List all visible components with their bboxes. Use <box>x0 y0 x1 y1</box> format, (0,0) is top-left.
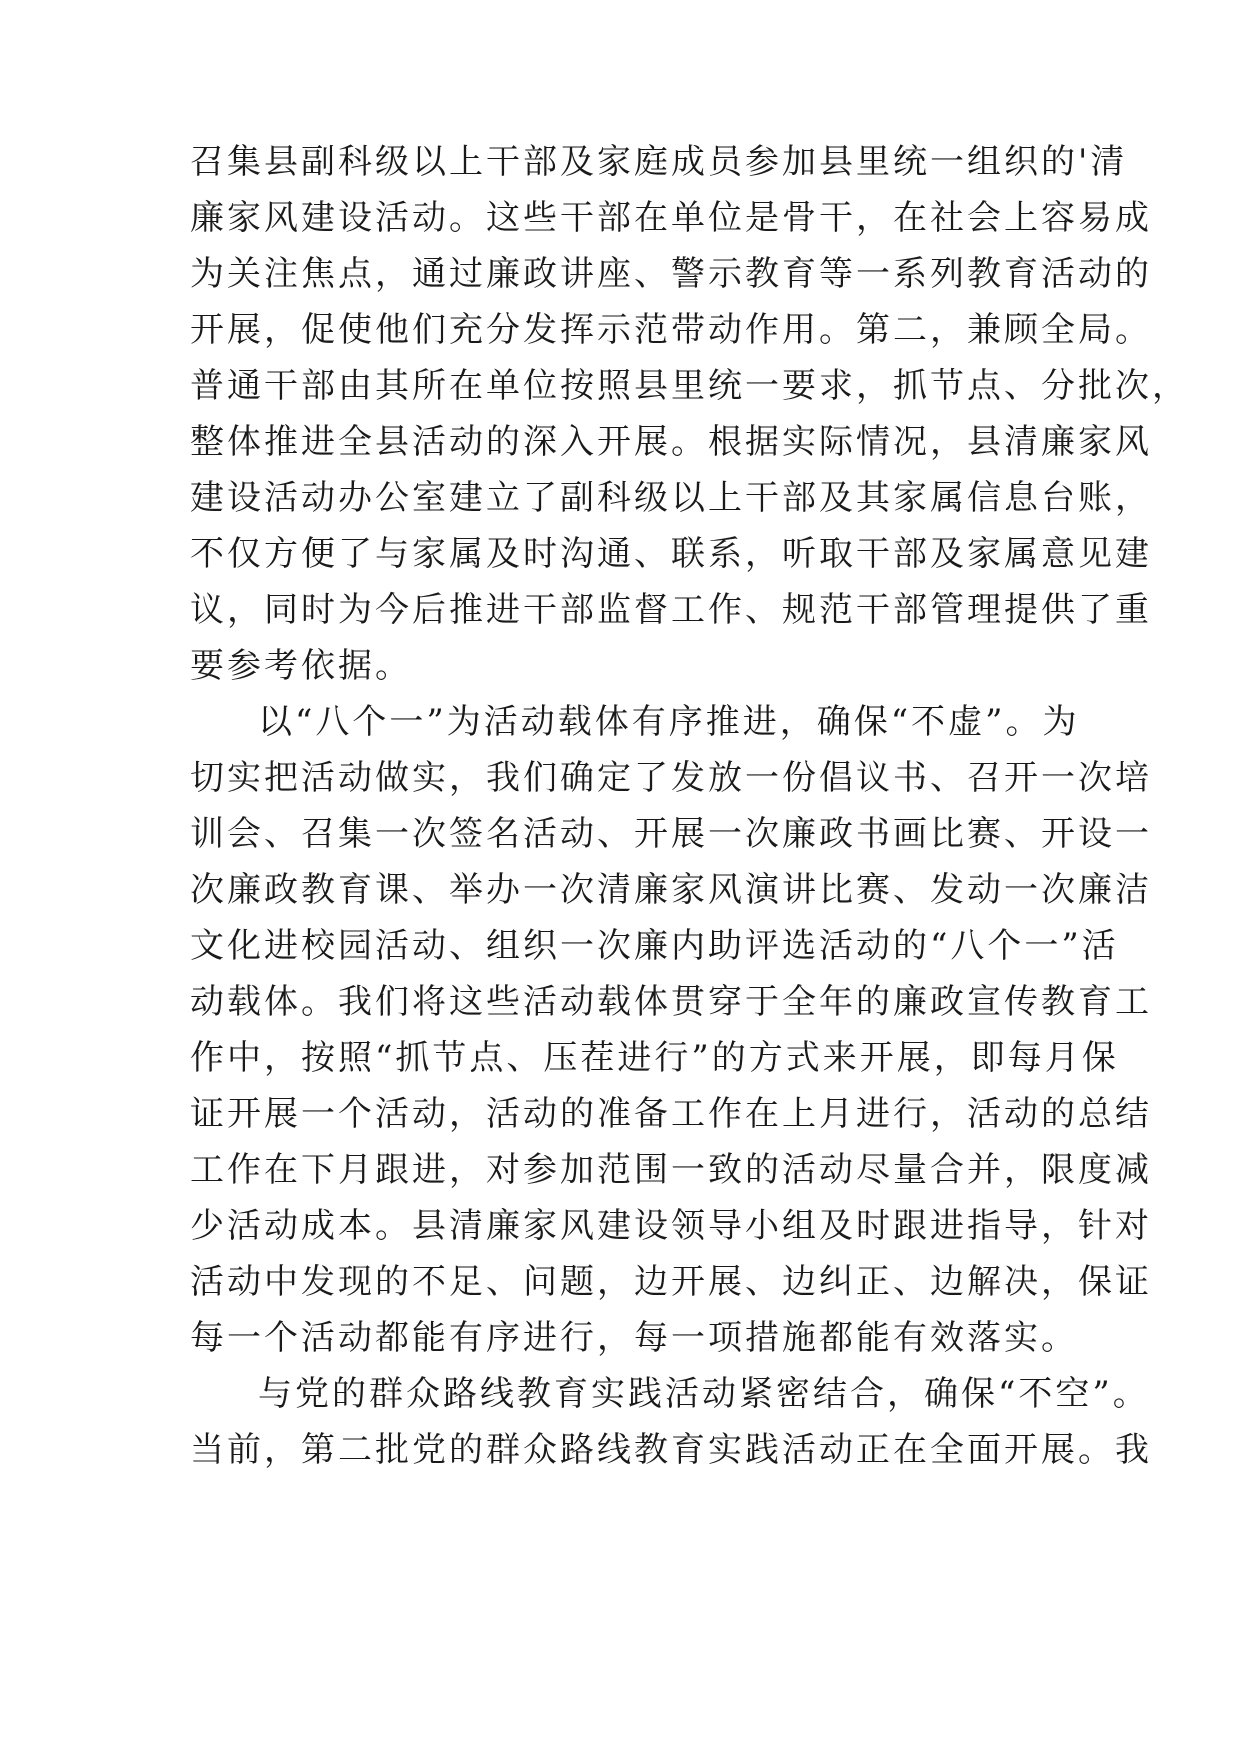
text-line: 工作在下月跟进，对参加范围一致的活动尽量合并，限度减 <box>190 1150 1152 1190</box>
text-line: 文化进校园活动、组织一次廉内助评选活动的“八个一”活 <box>190 926 1119 966</box>
text-line: 议，同时为今后推进干部监督工作、规范干部管理提供了重 <box>190 590 1152 630</box>
text-line: 训会、召集一次签名活动、开展一次廉政书画比赛、开设一 <box>190 814 1152 854</box>
text-line: 普通干部由其所在单位按照县里统一要求，抓节点、分批次， <box>190 366 1189 406</box>
text-line: 少活动成本。县清廉家风建设领导小组及时跟进指导，针对 <box>190 1206 1152 1246</box>
text-line: 为关注焦点，通过廉政讲座、警示教育等一系列教育活动的 <box>190 254 1152 294</box>
text-line: 召集县副科级以上干部及家庭成员参加县里统一组织的'清 <box>190 142 1128 182</box>
text-line: 开展，促使他们充分发挥示范带动作用。第二，兼顾全局。 <box>190 310 1152 350</box>
text-line: 每一个活动都能有序进行，每一项措施都能有效落实。 <box>190 1318 1078 1358</box>
text-line: 切实把活动做实，我们确定了发放一份倡议书、召开一次培 <box>190 758 1152 798</box>
paragraph-start-line: 与党的群众路线教育实践活动紧密结合，确保“不空”。 <box>258 1374 1150 1414</box>
body-text <box>190 134 1189 1478</box>
text-line: 作中，按照“抓节点、压茬进行”的方式来开展，即每月保 <box>190 1038 1119 1078</box>
text-line: 次廉政教育课、举办一次清廉家风演讲比赛、发动一次廉洁 <box>190 870 1152 910</box>
text-line: 证开展一个活动，活动的准备工作在上月进行，活动的总结 <box>190 1094 1152 1134</box>
text-line: 活动中发现的不足、问题，边开展、边纠正、边解决，保证 <box>190 1262 1152 1302</box>
text-line: 建设活动办公室建立了副科级以上干部及其家属信息台账， <box>190 478 1152 518</box>
text-line: 整体推进全县活动的深入开展。根据实际情况，县清廉家风 <box>190 422 1152 462</box>
text-line: 不仅方便了与家属及时沟通、联系，听取干部及家属意见建 <box>190 534 1152 574</box>
text-line: 要参考依据。 <box>190 646 412 686</box>
text-line: 当前，第二批党的群众路线教育实践活动正在全面开展。我 <box>190 1430 1152 1470</box>
paragraph-start-line: 以“八个一”为活动载体有序推进，确保“不虚”。为 <box>258 702 1080 742</box>
text-line: 动载体。我们将这些活动载体贯穿于全年的廉政宣传教育工 <box>190 982 1152 1022</box>
text-line: 廉家风建设活动。这些干部在单位是骨干，在社会上容易成 <box>190 198 1152 238</box>
